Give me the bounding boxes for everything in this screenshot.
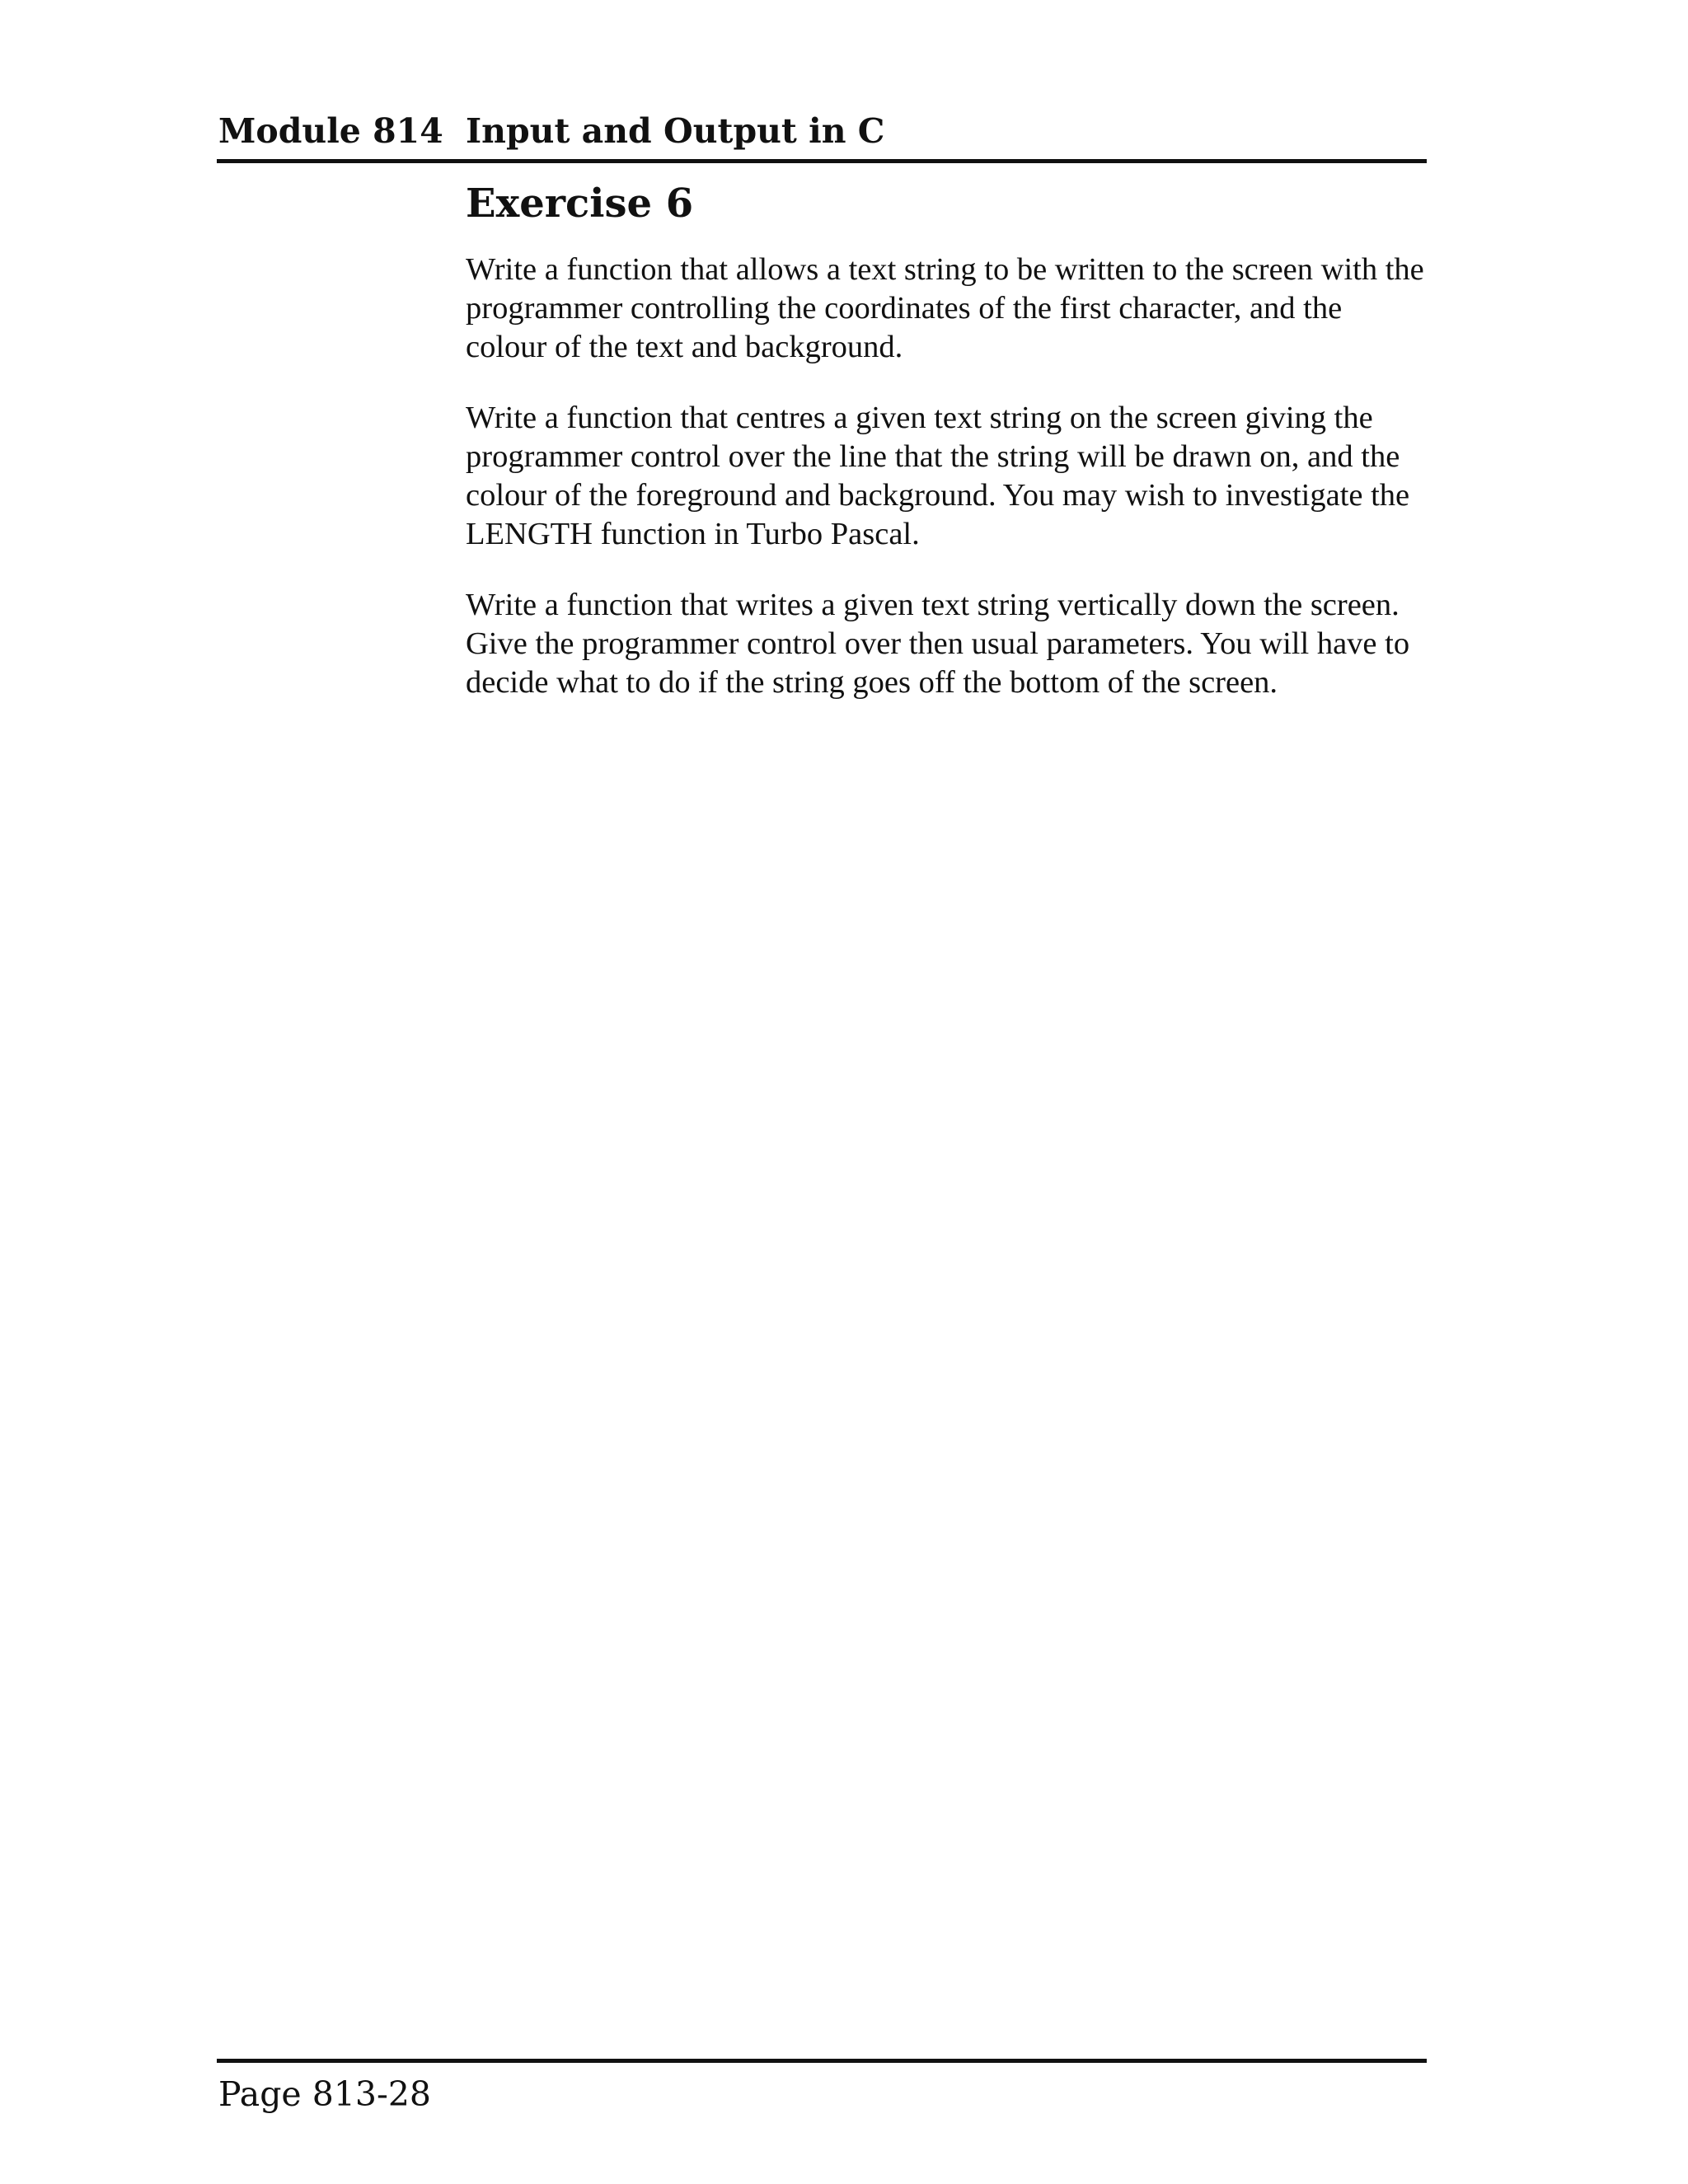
header-rule	[217, 159, 1427, 163]
module-number: Module 814	[218, 111, 443, 151]
page-number: Page 813-28	[218, 2074, 432, 2114]
exercise-paragraph-1: Write a function that allows a text string to be written to the screen with the programmer controlling the coordinates of the first character, and the colour of the text and background.	[466, 252, 1424, 364]
page-header	[218, 107, 1426, 155]
module-title: Input and Output in C	[466, 111, 885, 151]
exercise-paragraph-2: Write a function that centres a given text string on the screen giving the programmer control over the line that the string will be drawn on, and the colour of the foreground and background. You may wish to investigate the LENGTH function in Turbo Pascal.	[466, 401, 1410, 551]
footer-rule	[217, 2059, 1427, 2063]
exercise-heading: Exercise 6	[466, 180, 694, 227]
main-content	[466, 175, 1426, 734]
exercise-paragraph-3: Write a function that writes a given text string vertically down the screen. Give the programmer control over then usual parameters. You will have to decide what to do if the string goes off the bottom of the screen.	[466, 588, 1410, 700]
